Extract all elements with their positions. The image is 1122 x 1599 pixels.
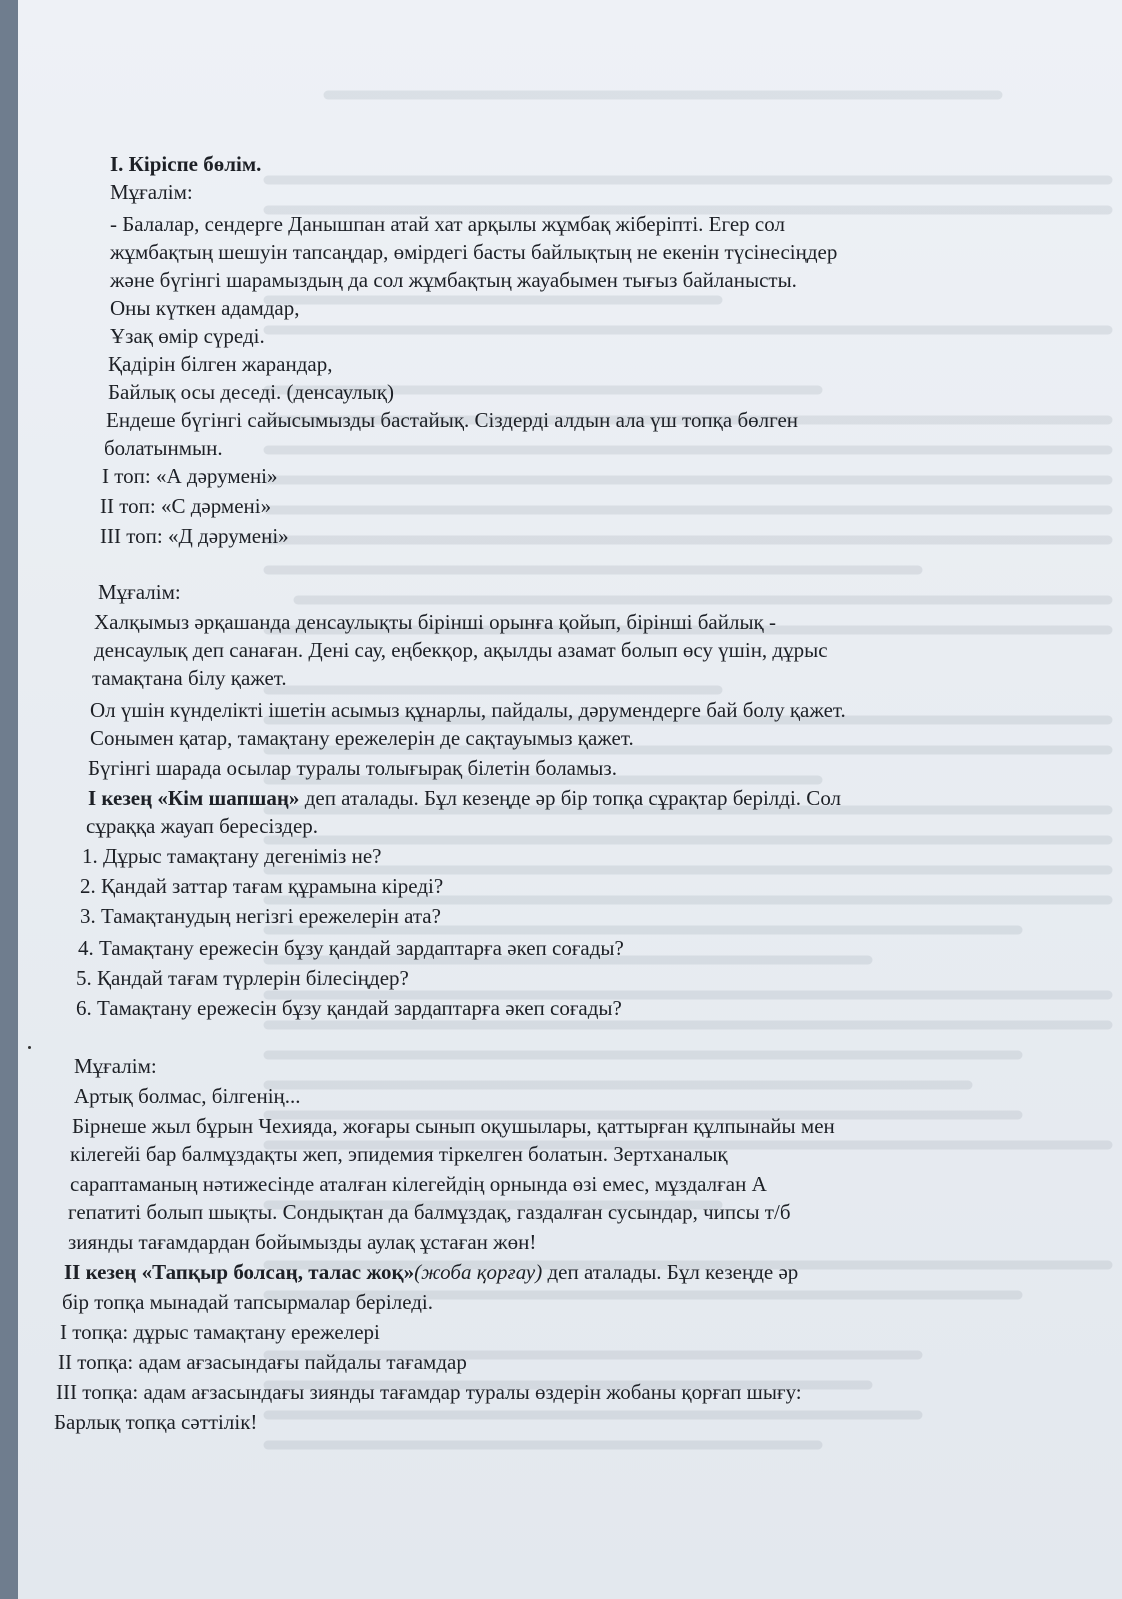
intro-line: және бүгінгі шарамыздың да сол жұмбақтың жауабымен тығыз байланысты. [110, 268, 797, 292]
section3-teacher-label: Мұғалім: [74, 1054, 157, 1078]
question-item: 4. Тамақтану ережесін бұзу қандай зардаптарға әкеп соғады? [78, 936, 624, 960]
section2-line: Сонымен қатар, тамақтану ережелерін де сақтауымыз қажет. [90, 726, 634, 750]
closing-line: Барлық топқа сәттілік! [54, 1410, 258, 1434]
stage2-line [64, 1258, 798, 1286]
stage1-line [88, 784, 841, 812]
stage1-description: деп аталады. Бұл кезеңде әр бір топқа сұрақтар берілді. Сол [299, 786, 842, 810]
section3-line: зиянды тағамдардан бойымызды аулақ ұстаған жөн! [68, 1230, 537, 1254]
intro-heading: І. Кіріспе бөлім. [110, 152, 262, 176]
question-item: 1. Дұрыс тамақтану дегеніміз не? [82, 844, 382, 868]
intro-line: Ендеше бүгінгі сайысымызды бастайық. Сіздерді алдын ала үш топқа бөлген [106, 408, 799, 432]
stage2-line: бір топқа мынадай тапсырмалар беріледі. [62, 1290, 434, 1314]
question-item: 6. Тамақтану ережесін бұзу қандай зардаптарға әкеп соғады? [76, 996, 622, 1020]
intro-line: жұмбақтың шешуін тапсаңдар, өмірдегі басты байлықтың не екенін түсінесіңдер [110, 240, 838, 264]
intro-line: - Балалар, сендерге Данышпан атай хат арқылы жұмбақ жіберіпті. Егер сол [110, 212, 785, 236]
section2-line: Халқымыз әрқашанда денсаулықты бірінші орынға қойып, бірінші байлық - [94, 610, 777, 634]
group-item: ІІІ топ: «Д дәрумені» [100, 524, 289, 548]
group-item: ІІ топ: «С дәрмені» [100, 494, 272, 518]
section2-teacher-label: Мұғалім: [98, 580, 181, 604]
task-item: ІІІ топқа: адам ағзасындағы зиянды тағамдар туралы өздерін жобаны қорғап шығу: [56, 1380, 802, 1404]
section2-line: Ол үшін күнделікті ішетін асымыз құнарлы, пайдалы, дәрумендерге бай болу қажет. [90, 698, 846, 722]
paper-speck [28, 1046, 31, 1049]
question-item: 3. Тамақтанудың негізгі ережелерін ата? [80, 904, 441, 928]
section3-line: Бірнеше жыл бұрын Чехияда, жоғары сынып оқушылары, қаттырған құлпынайы мен [72, 1114, 835, 1138]
stage2-note: (жоба қорғау) [414, 1260, 543, 1284]
task-item: І топқа: дұрыс тамақтану ережелері [60, 1320, 380, 1344]
stage2-description: деп аталады. Бұл кезеңде әр [542, 1260, 799, 1284]
paper-sheet [18, 0, 1122, 1599]
group-item: І топ: «А дәрумені» [102, 464, 278, 488]
section3-line: сараптаманың нәтижесінде аталған кілегейдің орнында өзі емес, мұздалған А [70, 1172, 767, 1196]
section2-line: денсаулық деп санаған. Дені сау, еңбекқор, ақылды азамат болып өсу үшін, дұрыс [94, 638, 828, 662]
task-item: ІІ топқа: адам ағзасындағы пайдалы тағамдар [58, 1350, 467, 1374]
section3-line: гепатиті болып шықты. Сондықтан да балмұздақ, газдалған сусындар, чипсы т/б [68, 1200, 791, 1224]
question-item: 5. Қандай тағам түрлерін білесіңдер? [76, 966, 409, 990]
section3-line: Артық болмас, білгенің... [74, 1084, 301, 1108]
section2-line: тамақтана білу қажет. [92, 666, 287, 690]
intro-line: болатынмын. [104, 436, 223, 460]
riddle-line: Ұзақ өмір сүреді. [110, 324, 265, 348]
section3-line: кілегейі бар балмұздақты жеп, эпидемия тіркелген болатын. Зертханалық [70, 1142, 728, 1166]
intro-teacher-label: Мұғалім: [110, 180, 193, 204]
riddle-line: Байлық осы деседі. (денсаулық) [108, 380, 394, 404]
stage1-line: сұраққа жауап бересіздер. [86, 814, 319, 838]
riddle-line: Қадірін білген жарандар, [108, 352, 333, 376]
question-item: 2. Қандай заттар тағам құрамына кіреді? [80, 874, 444, 898]
stage2-title: ІІ кезең «Тапқыр болсаң, талас жоқ» [64, 1260, 415, 1284]
riddle-line: Оны күткен адамдар, [110, 296, 300, 320]
stage1-title: І кезең «Кім шапшаң» [88, 786, 300, 810]
section2-line: Бүгінгі шарада осылар туралы толығырақ білетін боламыз. [88, 756, 617, 780]
